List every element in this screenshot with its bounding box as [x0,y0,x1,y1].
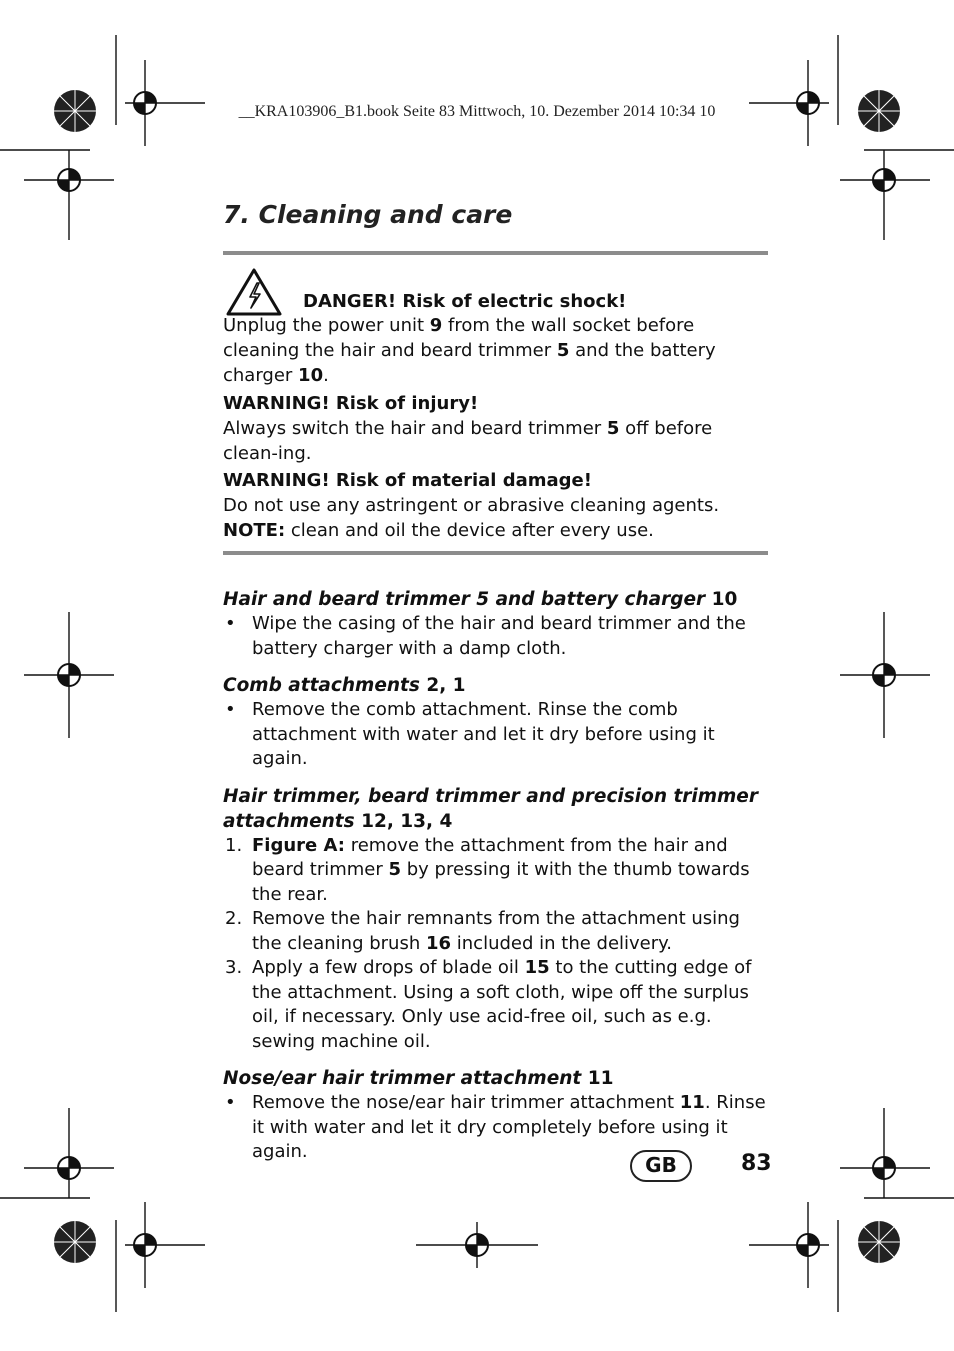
list-item: • Wipe the casing of the hair and beard trimmer and the battery charger with a damp cloth. [225,613,746,659]
numbered-list [223,834,768,1055]
warning-box [223,267,768,543]
main-content [223,200,768,1165]
list-item: 2. Remove the hair remnants from the attachment using the cleaning brush 16 included in the delivery. [225,908,740,954]
damage-heading: WARNING! Risk of material damage! [223,470,592,491]
section-title: 7. Cleaning and care [223,200,513,229]
list-item: 1. Figure A: remove the attachment from the hair and beard trimmer 5 by pressing it with the thumb towards the rear. [225,834,750,905]
note-label: NOTE: [223,520,286,541]
note-text: NOTE: clean and oil the device after every use. [223,520,654,541]
injury-text: Always switch the hair and beard trimmer 5 off before clean-ing. [223,418,713,464]
list-item: 3. Apply a few drops of blade oil 15 to the cutting edge of the attachment. Using a soft cloth, wipe off the surplus oil, if necessary. Only use acid-free oil, such as e.g. sewing machine oil. [225,957,752,1052]
bullet-list [223,612,768,661]
subsection-heading-comb: Comb attachments 2, 1 [223,675,466,696]
page-number: 83 [741,1151,772,1176]
list-item: • Remove the comb attachment. Rinse the comb attachment with water and let it dry before using it again. [225,699,715,769]
subsection-heading-attachments: Hair trimmer, beard trimmer and precision trimmer attachments 12, 13, 4 [223,785,758,832]
damage-text: Do not use any astringent or abrasive cleaning agents. [223,495,720,516]
file-header-line: __KRA103906_B1.book Seite 83 Mittwoch, 10. Dezember 2014 10:34 10 [238,103,716,120]
danger-heading: DANGER! Risk of electric shock! [303,291,627,312]
electric-shock-warning-icon [225,267,283,317]
danger-text: Unplug the power unit 9 from the wall socket before cleaning the hair and beard trimmer 5 and the battery charger 10. [223,315,716,386]
bullet-list [223,698,768,772]
subsection-heading-trimmer-charger: Hair and beard trimmer 5 and battery charger 10 [223,589,738,610]
bottom-divider [223,551,768,555]
country-code-badge: GB [630,1150,692,1182]
subsection-heading-nose-ear: Nose/ear hair trimmer attachment 11 [223,1068,614,1089]
list-item: • Remove the nose/ear hair trimmer attachment 11. Rinse it with water and let it dry completely before using it again. [225,1092,766,1162]
top-divider [223,251,768,255]
injury-heading: WARNING! Risk of injury! [223,393,479,414]
